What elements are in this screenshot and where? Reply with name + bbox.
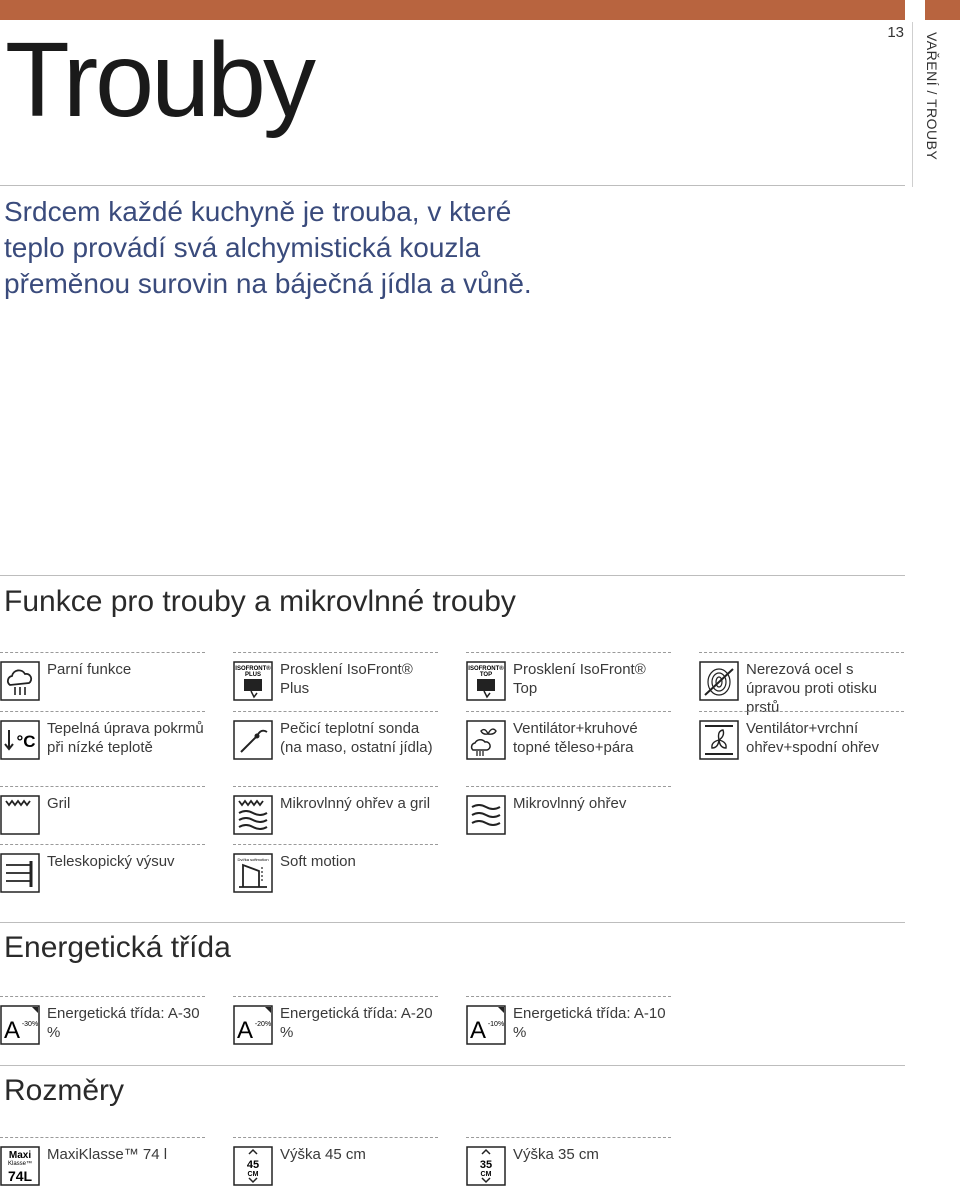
feature-item bbox=[0, 711, 205, 762]
feature-label: Prosklení IsoFront® Plus bbox=[280, 661, 413, 697]
maxiklasse-icon bbox=[0, 1146, 40, 1186]
page-number: 13 bbox=[887, 24, 904, 41]
side-divider bbox=[912, 22, 913, 187]
height-35-icon bbox=[466, 1146, 506, 1186]
microwave-icon bbox=[466, 795, 506, 835]
svg-text:-10%: -10% bbox=[487, 1021, 505, 1028]
feature-label: Ventilátor+vrchní ohřev+spodní ohřev bbox=[746, 720, 880, 756]
energy-item bbox=[466, 996, 671, 1047]
feature-item bbox=[699, 711, 904, 762]
fan-steam-icon bbox=[466, 720, 506, 760]
divider bbox=[0, 185, 905, 186]
steam-icon bbox=[0, 661, 40, 701]
fan-heating-icon bbox=[699, 720, 739, 760]
section-title-dimensions: Rozměry bbox=[4, 1074, 125, 1107]
svg-text:35: 35 bbox=[479, 1159, 493, 1171]
svg-text:-20%: -20% bbox=[254, 1021, 272, 1028]
svg-text:Klasse™: Klasse™ bbox=[7, 1161, 33, 1167]
feature-label: Soft motion bbox=[280, 853, 356, 870]
svg-text:TOP: TOP bbox=[479, 672, 493, 678]
page-title: Trouby bbox=[5, 21, 313, 139]
dimension-item bbox=[233, 1137, 438, 1188]
probe-icon bbox=[233, 720, 273, 760]
grill-icon bbox=[0, 795, 40, 835]
energy-item bbox=[233, 996, 438, 1047]
feature-item bbox=[0, 652, 205, 703]
feature-item bbox=[699, 652, 904, 716]
feature-label: Tepelná úprava pokrmů při nízké teplotě bbox=[47, 720, 204, 756]
divider bbox=[0, 922, 905, 923]
feature-item bbox=[466, 711, 671, 762]
accent-bar bbox=[0, 0, 905, 20]
feature-label: Parní funkce bbox=[47, 661, 132, 678]
energy-class-icon bbox=[466, 1005, 506, 1045]
feature-label: Prosklení IsoFront® Top bbox=[513, 661, 646, 697]
svg-text:A: A bbox=[236, 1017, 254, 1044]
svg-text:74L: 74L bbox=[7, 1168, 33, 1184]
energy-item bbox=[0, 996, 205, 1047]
dimension-label: MaxiKlasse™ 74 l bbox=[47, 1146, 168, 1163]
svg-text:°C: °C bbox=[16, 732, 36, 751]
section-title-energy: Energetická třída bbox=[4, 931, 231, 964]
feature-item bbox=[0, 844, 205, 895]
feature-label: Mikrovlnný ohřev bbox=[513, 795, 627, 812]
feature-item bbox=[0, 786, 205, 837]
section-title-functions: Funkce pro trouby a mikrovlnné trouby bbox=[4, 585, 516, 618]
isofront-plus-icon bbox=[233, 661, 273, 701]
dimension-item bbox=[466, 1137, 671, 1188]
fingerprint-icon bbox=[699, 661, 739, 701]
feature-label: Teleskopický výsuv bbox=[47, 853, 175, 870]
energy-label: Energetická třída: A-10 % bbox=[513, 1005, 666, 1041]
intro-text: Srdcem každé kuchyně je trouba, v které teplo provádí svá alchymistická kouzla přeměnou surovin na báječná jídla a vůně. bbox=[4, 196, 532, 299]
low-temperature-icon bbox=[0, 720, 40, 760]
isofront-top-icon bbox=[466, 661, 506, 701]
divider bbox=[0, 575, 905, 576]
section-side-label: VAŘENÍ / TROUBY bbox=[924, 32, 940, 161]
feature-item bbox=[233, 844, 438, 895]
microwave-grill-icon bbox=[233, 795, 273, 835]
divider bbox=[0, 1065, 905, 1066]
feature-label: Gril bbox=[47, 795, 71, 812]
dimension-label: Výška 35 cm bbox=[513, 1146, 599, 1163]
svg-text:45: 45 bbox=[246, 1159, 260, 1171]
svg-text:Dvířka softmotion: Dvířka softmotion bbox=[237, 857, 269, 862]
accent-bar-side bbox=[925, 0, 960, 20]
svg-text:CM: CM bbox=[480, 1171, 492, 1178]
svg-text:-30%: -30% bbox=[21, 1021, 39, 1028]
feature-item bbox=[233, 652, 438, 703]
feature-label: Ventilátor+kruhové topné těleso+pára bbox=[513, 720, 638, 756]
height-45-icon bbox=[233, 1146, 273, 1186]
energy-class-icon bbox=[0, 1005, 40, 1045]
feature-item bbox=[466, 786, 671, 837]
svg-text:ISOFRONT®: ISOFRONT® bbox=[468, 666, 504, 672]
feature-label: Mikrovlnný ohřev a gril bbox=[280, 795, 431, 812]
svg-text:A: A bbox=[3, 1017, 21, 1044]
svg-text:CM: CM bbox=[247, 1171, 259, 1178]
energy-label: Energetická třída: A-20 % bbox=[280, 1005, 433, 1041]
energy-class-icon bbox=[233, 1005, 273, 1045]
feature-item bbox=[233, 711, 438, 762]
svg-text:Maxi: Maxi bbox=[8, 1150, 32, 1161]
svg-text:ISOFRONT®: ISOFRONT® bbox=[235, 666, 271, 672]
telescopic-rails-icon bbox=[0, 853, 40, 893]
svg-text:PLUS: PLUS bbox=[244, 672, 262, 678]
feature-label: Pečicí teplotní sonda (na maso, ostatní jídla) bbox=[280, 720, 433, 756]
dimension-item bbox=[0, 1137, 205, 1188]
feature-item bbox=[233, 786, 438, 837]
soft-motion-icon bbox=[233, 853, 273, 893]
energy-label: Energetická třída: A-30 % bbox=[47, 1005, 200, 1041]
feature-item bbox=[466, 652, 671, 703]
dimension-label: Výška 45 cm bbox=[280, 1146, 366, 1163]
feature-label: Nerezová ocel s úpravou proti otisku prstů bbox=[746, 661, 877, 716]
svg-text:A: A bbox=[469, 1017, 487, 1044]
